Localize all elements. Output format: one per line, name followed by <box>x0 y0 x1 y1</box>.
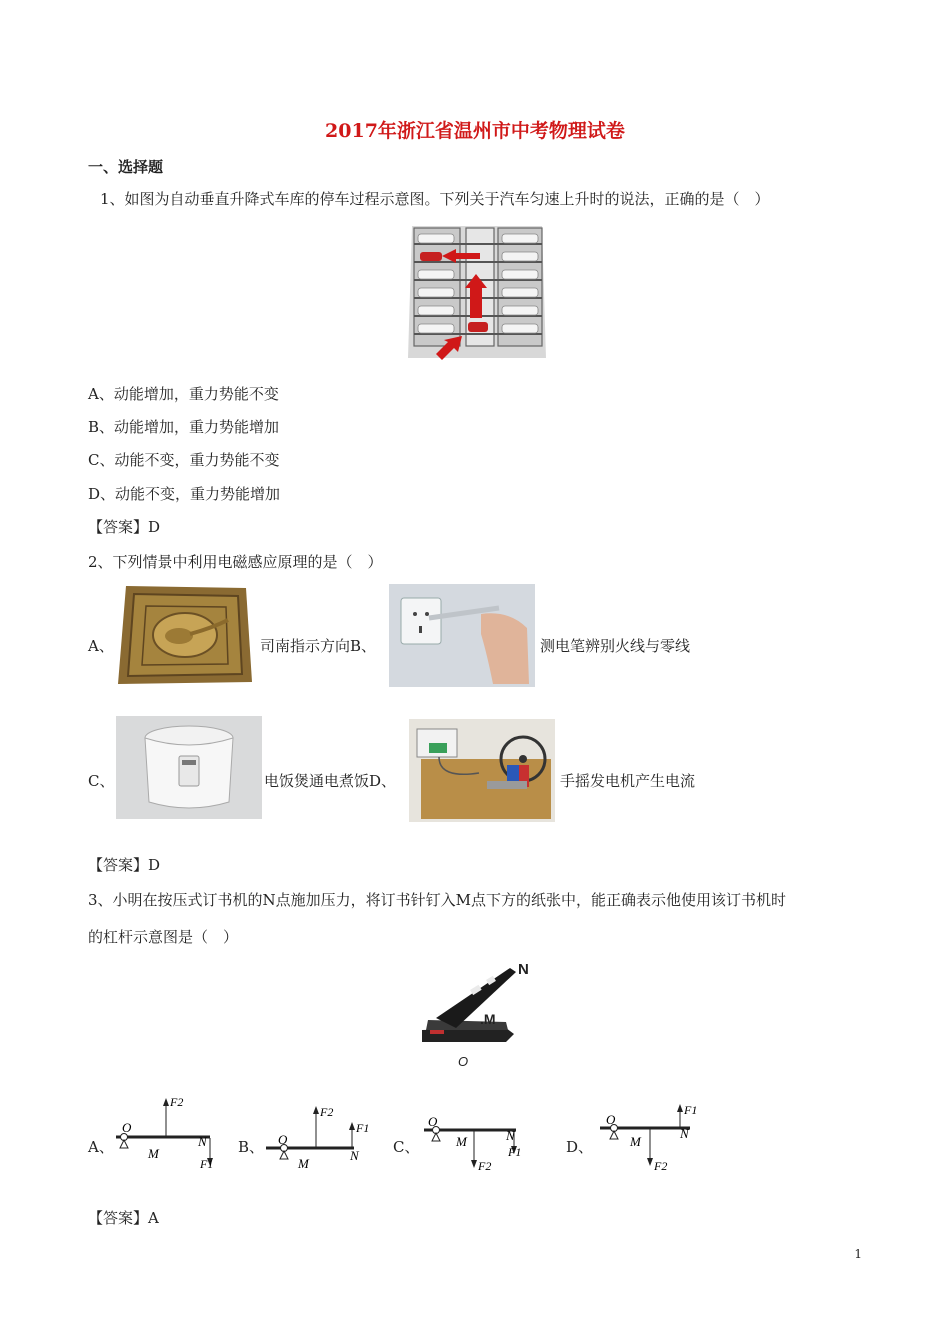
lever-a-label-m: M <box>148 1146 159 1161</box>
lever-diagram-b <box>262 1098 372 1173</box>
lever-a-label-n: N <box>198 1134 207 1149</box>
q2-option-c-letter: C、 <box>88 772 115 790</box>
q3-option-a-letter: A、 <box>88 1138 114 1156</box>
q1-stem: 1、如图为自动垂直升降式车库的停车过程示意图。下列关于汽车匀速上升时的说法，正确的是（ ） <box>100 190 770 208</box>
lever-d-label-m: M <box>630 1134 641 1149</box>
stapler-label-o: O <box>458 1054 469 1068</box>
page-number: 1 <box>854 1247 862 1261</box>
lever-diagram-c <box>418 1110 533 1180</box>
q2-option-a-text: 司南指示方向B、 <box>260 637 377 655</box>
parking-garage-image <box>406 222 548 362</box>
q3-option-b-letter: B、 <box>238 1138 265 1156</box>
hand-generator-image <box>409 719 555 822</box>
lever-d-label-o: O <box>606 1112 616 1127</box>
q1-option-d: D、动能不变，重力势能增加 <box>88 485 281 503</box>
q2-answer: 【答案】D <box>88 856 161 874</box>
lever-diagram-a <box>108 1092 223 1172</box>
lever-a-label-o: O <box>122 1120 132 1135</box>
rice-cooker-image <box>116 716 262 819</box>
q1-option-c: C、动能不变，重力势能不变 <box>88 451 280 469</box>
lever-c-label-f1: F1 <box>508 1145 522 1159</box>
lever-b-label-o: O <box>278 1132 288 1147</box>
q3-stem-line1: 3、小明在按压式订书机的N点施加压力，将订书针钉入M点下方的纸张中，能正确表示他使用该订书机时 <box>88 891 787 909</box>
lever-b-label-n: N <box>350 1148 359 1163</box>
lever-d-label-n: N <box>680 1126 689 1141</box>
test-pen-socket-image <box>389 584 535 687</box>
lever-c-label-m: M <box>456 1134 467 1149</box>
q3-option-d-letter: D、 <box>566 1138 594 1156</box>
q2-stem: 2、下列情景中利用电磁感应原理的是（ ） <box>88 553 383 571</box>
lever-d-label-f1: F1 <box>684 1103 698 1117</box>
q2-option-b-text: 测电笔辨别火线与零线 <box>540 637 691 655</box>
lever-c-label-n: N <box>506 1128 515 1143</box>
lever-c-label-o: O <box>428 1114 438 1129</box>
lever-a-label-f2: F2 <box>170 1095 184 1109</box>
q1-option-a: A、动能增加，重力势能不变 <box>88 385 279 403</box>
lever-b-label-f1: F1 <box>356 1121 370 1135</box>
q3-option-c-letter: C、 <box>393 1138 420 1156</box>
compass-sinan-image <box>116 584 254 687</box>
lever-b-label-f2: F2 <box>320 1105 334 1119</box>
page-title: 2017年浙江省温州市中考物理试卷 <box>325 120 625 142</box>
stapler-label-n: N <box>518 961 529 978</box>
stapler-image <box>410 958 550 1068</box>
lever-a-label-f1: F1 <box>200 1157 214 1171</box>
lever-d-label-f2: F2 <box>654 1159 668 1173</box>
q1-option-b: B、动能增加，重力势能增加 <box>88 418 280 436</box>
lever-diagram-d <box>594 1098 709 1176</box>
stapler-label-m: .M <box>480 1011 496 1027</box>
q2-option-a-letter: A、 <box>88 637 114 655</box>
q3-answer: 【答案】A <box>88 1209 159 1227</box>
q3-stem-line2: 的杠杆示意图是（ ） <box>88 928 239 946</box>
q2-option-d-text: 手摇发电机产生电流 <box>560 772 696 790</box>
lever-b-label-m: M <box>298 1156 309 1171</box>
section-heading: 一、选择题 <box>88 158 164 176</box>
lever-c-label-f2: F2 <box>478 1159 492 1173</box>
q2-option-c-text: 电饭煲通电煮饭D、 <box>264 772 397 790</box>
q1-answer: 【答案】D <box>88 518 161 536</box>
